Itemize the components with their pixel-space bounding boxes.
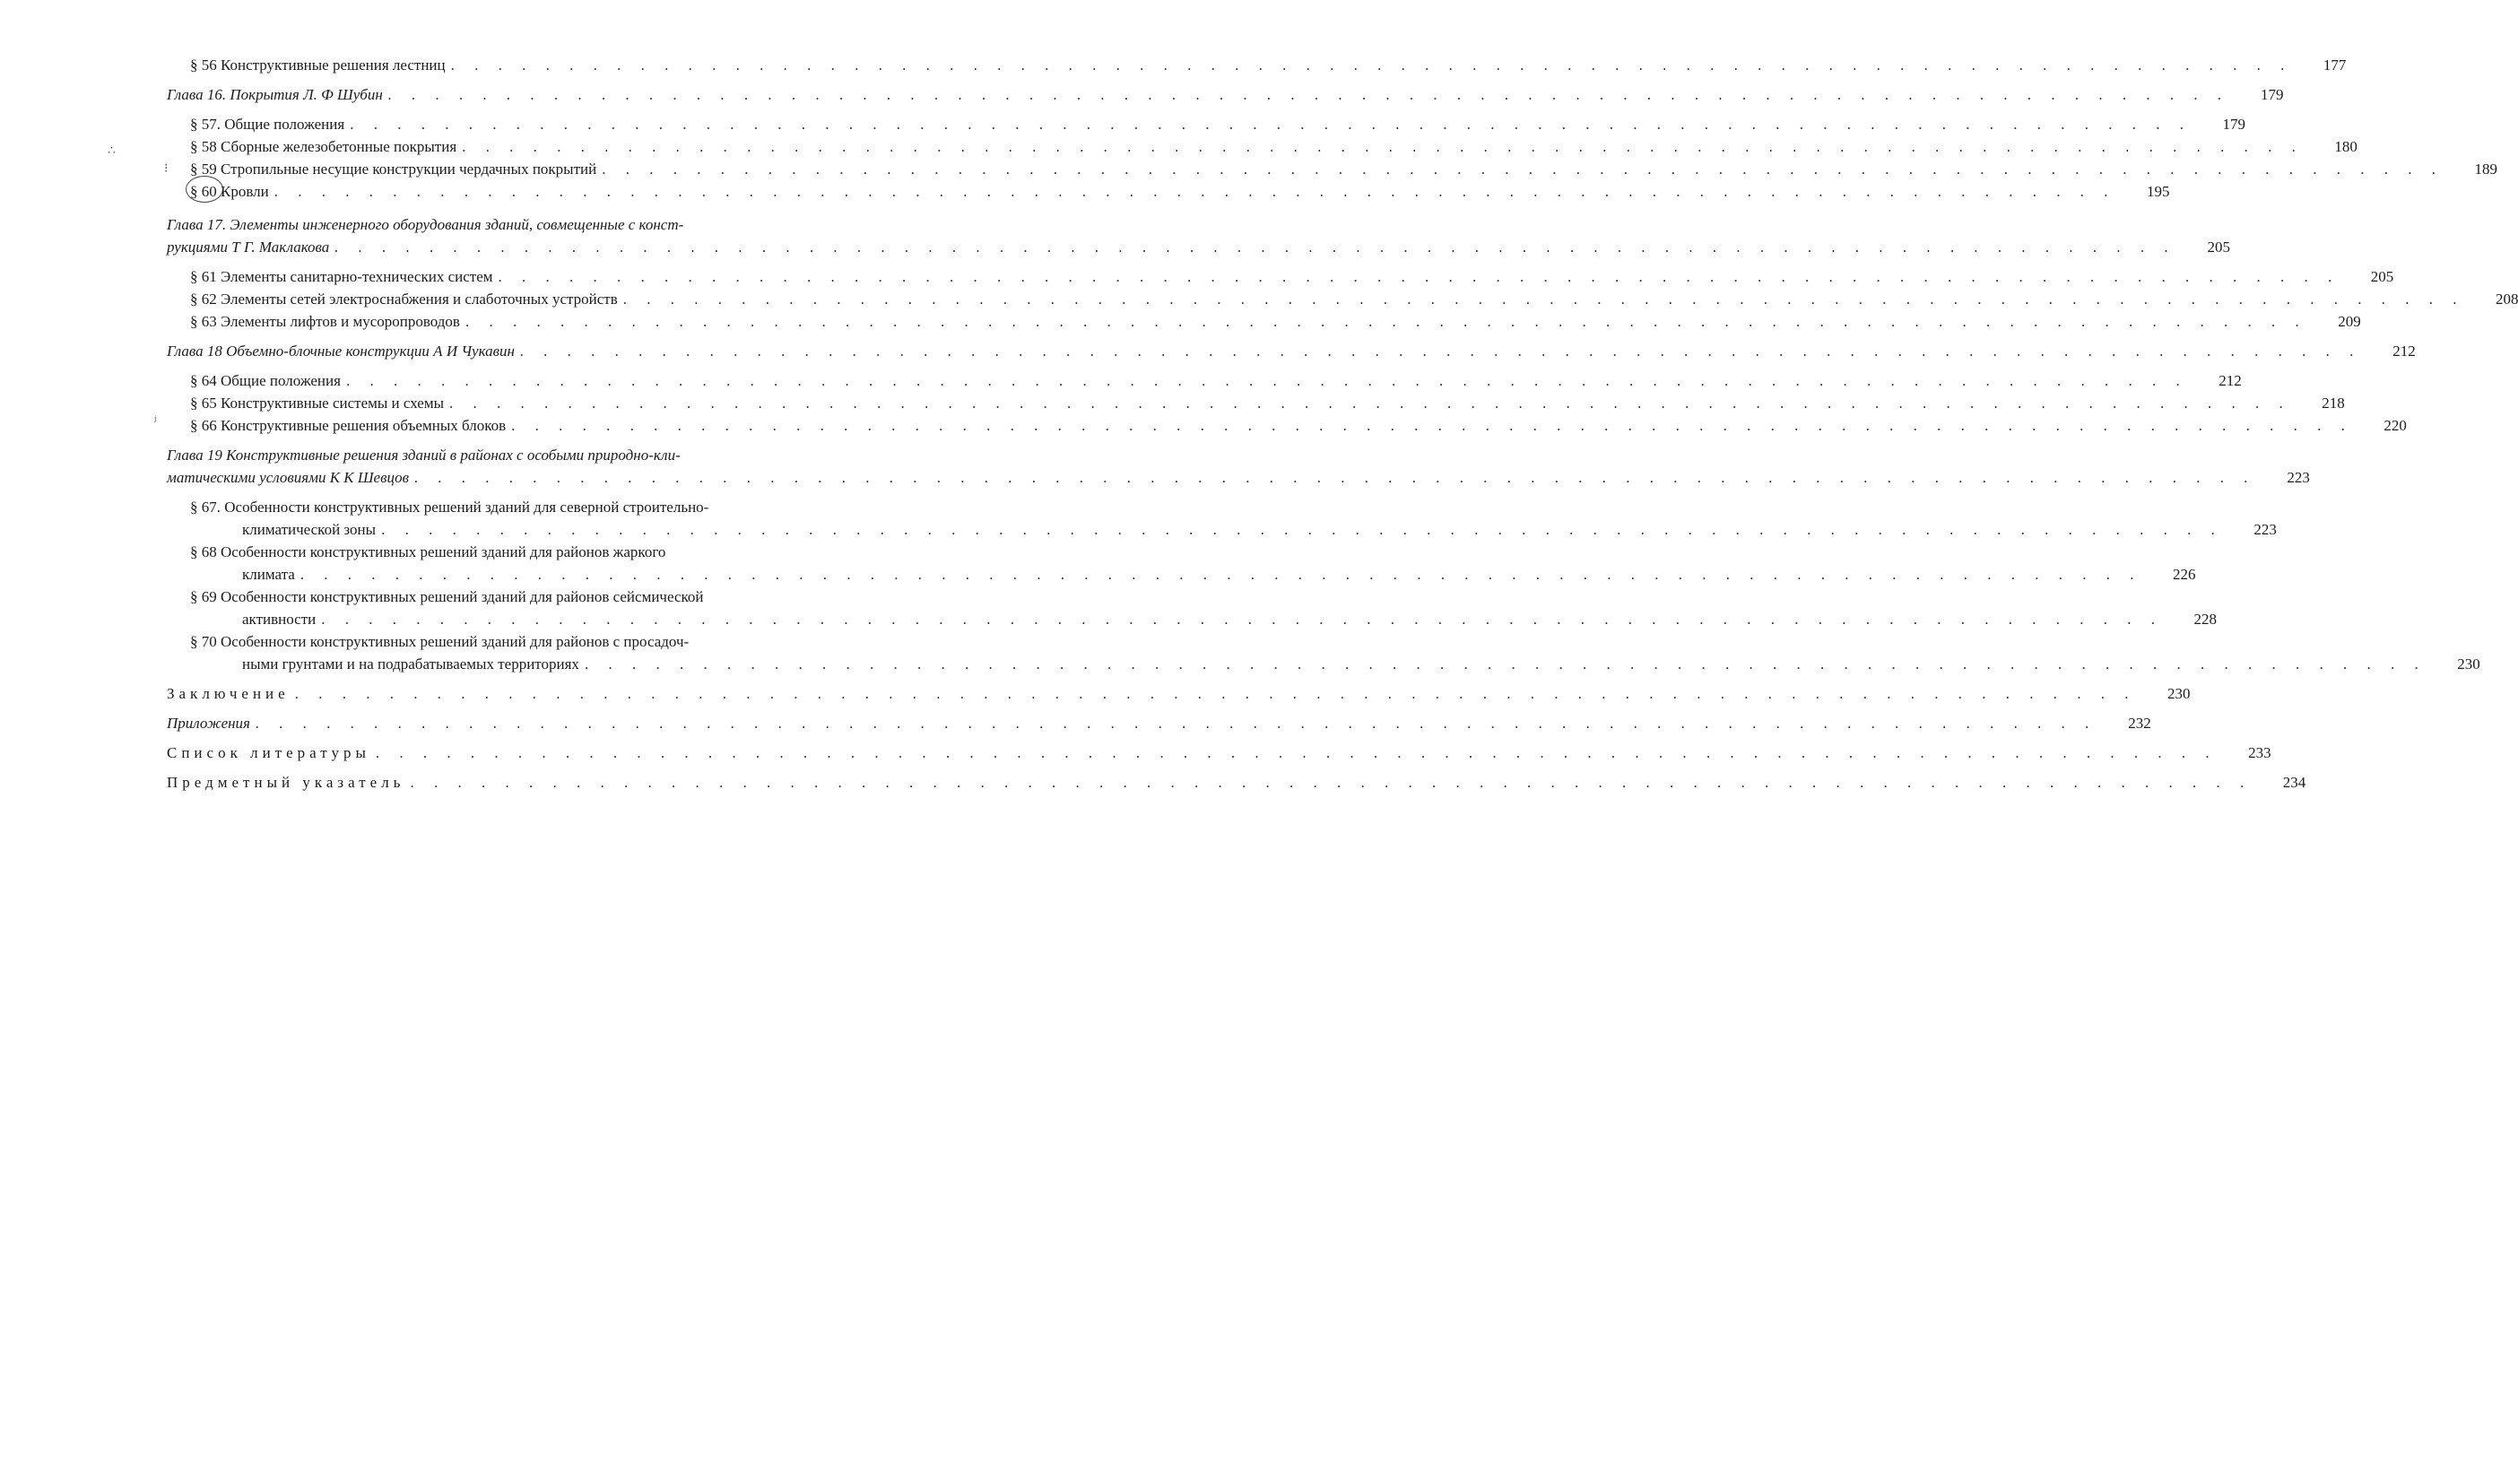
toc-label-line1: § 67. Особенности конструктивных решений зданий для северной строительно- [190, 499, 709, 516]
toc-entry-s64[interactable] [167, 369, 2242, 392]
toc-label-line2: активности [242, 611, 317, 628]
toc-page: 205 [2370, 268, 2394, 285]
toc-page: 220 [2383, 417, 2407, 434]
toc-label: § 62 Элементы сетей электроснабжения и слаботочных устройств [190, 291, 618, 308]
toc-page: 228 [2193, 611, 2217, 628]
toc-label: Глава 16. Покрытия Л. Ф Шубин [167, 86, 383, 103]
dot-leader [623, 288, 2465, 310]
toc-label: § 61 Элементы санитарно-технических систем [190, 268, 493, 285]
toc-page: 209 [2338, 313, 2361, 330]
toc-page: 232 [2128, 715, 2151, 732]
toc-page: 177 [2323, 56, 2347, 74]
toc-page: 212 [2218, 372, 2242, 389]
toc-page: 195 [2146, 183, 2170, 200]
toc-label: Список литературы [167, 744, 370, 761]
dot-leader [321, 608, 2163, 630]
dot-leader [465, 310, 2307, 333]
dot-leader [451, 54, 2293, 76]
pencil-mark-s59: ⁝ [164, 162, 169, 176]
toc-label-line2: рукциями Т Г. Маклакова [167, 239, 330, 256]
toc-entry-literature[interactable] [167, 742, 2271, 764]
toc-label-line1: § 70 Особенности конструктивных решений зданий для районов с просадоч- [190, 633, 690, 650]
toc-label-line1: § 68 Особенности конструктивных решений зданий для районов жаркого [190, 543, 666, 560]
dot-leader [462, 135, 2304, 158]
toc-label: Заключение [167, 685, 290, 702]
toc-entry-s68[interactable] [167, 541, 2196, 586]
toc-entry-s67[interactable] [167, 496, 2277, 541]
toc-chapter-16[interactable] [167, 83, 2284, 106]
toc-label: § 59 Стропильные несущие конструкции чердачных покрытий [190, 161, 597, 178]
toc-page: 233 [2248, 744, 2271, 761]
dot-leader [274, 180, 2116, 203]
toc-label-line2: матическими условиями К К Шевцов [167, 469, 410, 486]
toc-label-line1: § 69 Особенности конструктивных решений зданий для районов сейсмической [190, 588, 704, 605]
toc-page: 208 [2495, 291, 2518, 308]
toc-entry-s58[interactable] [167, 135, 2357, 158]
dot-leader [334, 236, 2176, 258]
toc-entry-s66[interactable] [167, 414, 2407, 437]
dot-leader [295, 682, 2137, 705]
pencil-mark-s66: ʲ [154, 414, 157, 428]
toc-entry-s69[interactable] [167, 586, 2217, 630]
toc-entry-index[interactable] [167, 771, 2306, 794]
toc-label: § 65 Конструктивные системы и схемы [190, 395, 445, 412]
toc-entry-appendix[interactable] [167, 712, 2151, 734]
table-of-contents [167, 54, 2518, 794]
dot-leader [414, 466, 2256, 489]
toc-label-line1: Глава 17. Элементы инженерного оборудования зданий, совмещенные с конст- [167, 216, 684, 233]
toc-entry-s65[interactable] [167, 392, 2345, 414]
dot-leader [346, 369, 2188, 392]
toc-label: § 56 Конструктивные решения лестниц [190, 56, 446, 74]
dot-leader [602, 158, 2444, 180]
toc-entry-s61[interactable] [167, 265, 2394, 288]
dot-leader [388, 83, 2230, 106]
toc-chapter-17[interactable] [167, 213, 2231, 258]
toc-label: § 63 Элементы лифтов и мусоропроводов [190, 313, 460, 330]
toc-page: 179 [2222, 116, 2245, 133]
toc-page: 212 [2392, 343, 2416, 360]
toc-entry-conclusion[interactable] [167, 682, 2191, 705]
toc-page: 205 [2207, 239, 2231, 256]
dot-leader [350, 113, 2192, 135]
toc-label-line2: ными грунтами и на подрабатываемых территориях [242, 655, 579, 673]
dot-leader [585, 653, 2427, 675]
toc-label: Глава 18 Объемно-блочные конструкции А И Чукавин [167, 343, 515, 360]
toc-entry-s57[interactable] [167, 113, 2245, 135]
dot-leader [300, 563, 2142, 586]
toc-label: Предметный указатель [167, 774, 405, 791]
toc-label-line2: климата [242, 566, 295, 583]
toc-chapter-18[interactable] [167, 340, 2416, 362]
toc-label: Приложения [167, 715, 250, 732]
toc-label-line2: климатической зоны [242, 521, 377, 538]
toc-page: 179 [2261, 86, 2284, 103]
toc-entry-s63[interactable] [167, 310, 2361, 333]
dot-leader [511, 414, 2353, 437]
toc-label: § 58 Сборные железобетонные покрытия [190, 138, 457, 155]
dot-leader [499, 265, 2340, 288]
dot-leader [376, 742, 2218, 764]
toc-label: § 64 Общие положения [190, 372, 341, 389]
toc-page: 230 [2457, 655, 2480, 673]
toc-page: 223 [2253, 521, 2277, 538]
toc-entry-s56[interactable] [167, 54, 2347, 76]
dot-leader [256, 712, 2097, 734]
dot-leader [449, 392, 2291, 414]
dot-leader [410, 771, 2252, 794]
toc-entry-s62[interactable] [167, 288, 2518, 310]
dot-leader [381, 518, 2223, 541]
toc-page: 223 [2287, 469, 2310, 486]
toc-label: § 57. Общие положения [190, 116, 345, 133]
dot-leader [520, 340, 2362, 362]
toc-page: 230 [2166, 685, 2191, 702]
toc-page: 180 [2334, 138, 2357, 155]
toc-label: § 66 Конструктивные решения объемных блоков [190, 417, 507, 434]
toc-label: § 60 Кровли [190, 183, 269, 200]
toc-chapter-19[interactable] [167, 444, 2310, 489]
toc-entry-s59[interactable] [167, 158, 2497, 180]
toc-page: 226 [2173, 566, 2196, 583]
toc-label-line1: Глава 19 Конструктивные решения зданий в районах с особыми природно-кли- [167, 447, 681, 464]
toc-entry-s60[interactable] [167, 180, 2170, 203]
toc-entry-s70[interactable] [167, 630, 2480, 675]
toc-page: 189 [2474, 161, 2497, 178]
toc-page: 234 [2282, 774, 2306, 791]
toc-page: 218 [2322, 395, 2345, 412]
pencil-mark-left: ∴ [108, 144, 116, 158]
